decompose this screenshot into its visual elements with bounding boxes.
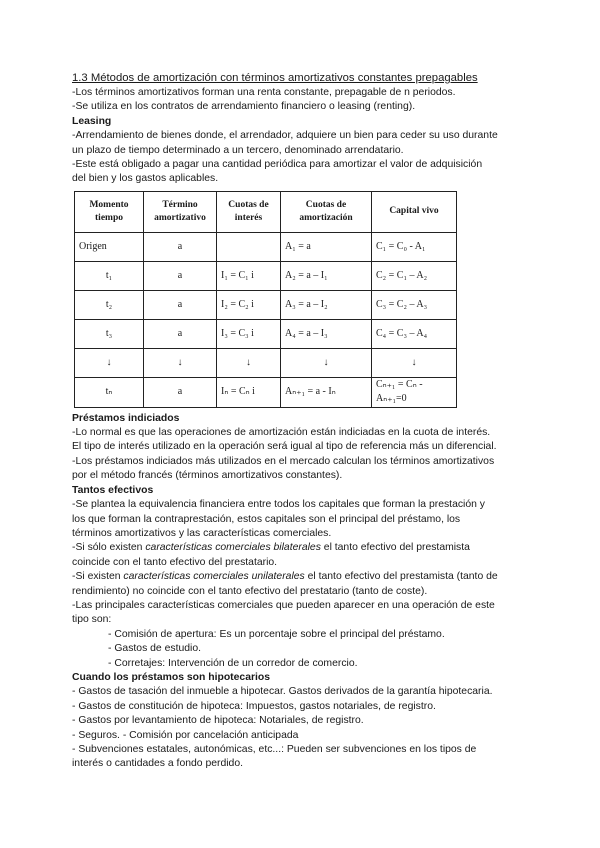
table-cell: A₃ = a – I₂	[281, 290, 372, 319]
leasing-heading: Leasing	[72, 115, 112, 127]
table-cell: C₁ = C₀ - A₁	[372, 232, 457, 261]
tantos-line: -Las principales características comerciales que pueden aparecer en una operación de este	[72, 599, 495, 611]
indiciados-line: -Lo normal es que las operaciones de amortización están indiciadas en la cuota de interés.	[72, 427, 491, 439]
table-cell: ↓	[144, 348, 217, 377]
leasing-line: del bien y los gastos aplicables.	[72, 173, 219, 185]
table-cell: t₂	[75, 290, 144, 319]
table-cell: C₄ = C₃ – A₄	[372, 319, 457, 348]
table-cell: I₃ = C₃ i	[217, 319, 281, 348]
table-cell: C₃ = C₂ – A₃	[372, 290, 457, 319]
indiciados-line: El tipo de interés utilizado en la operación será igual al tipo de referencia más un diferencial.	[72, 441, 497, 453]
table-row	[75, 232, 457, 261]
hipotecarios-line: - Subvenciones estatales, autonómicas, etc...: Pueden ser subvenciones en los tipos de	[72, 744, 477, 755]
list-item: - Comisión de apertura: Es un porcentaje sobre el principal del préstamo.	[108, 628, 445, 640]
hipotecarios-line: interés o cantidades a fondo perdido.	[72, 758, 243, 770]
document-page	[72, 71, 532, 772]
table-cell: I₁ = C₁ i	[217, 261, 281, 290]
table-row	[75, 290, 457, 319]
tantos-line: rendimiento) no coincide con el tanto efectivo del prestatario (tanto de coste).	[72, 585, 428, 597]
tantos-line: términos amortizativos y las características comerciales.	[72, 527, 332, 539]
table-cell: I₂ = C₂ i	[217, 290, 281, 319]
table-cell: Aₙ₊₁ = a - Iₙ	[281, 377, 372, 407]
intro-line: -Los términos amortizativos forman una renta constante, prepagable de n periodos.	[72, 87, 456, 98]
intro-line: -Se utiliza en los contratos de arrendamiento financiero o leasing (renting).	[72, 101, 416, 113]
table-row	[75, 261, 457, 290]
table-header: Término amortizativo	[144, 191, 217, 232]
table-cell: ↓	[75, 348, 144, 377]
table-cell: a	[144, 232, 217, 261]
table-cell: a	[144, 290, 217, 319]
table-cell: A₁ = a	[281, 232, 372, 261]
table-header: Capital vivo	[372, 191, 457, 232]
hipotecarios-line: - Gastos por levantamiento de hipoteca: Notariales, de registro.	[72, 715, 364, 727]
tantos-heading: Tantos efectivos	[72, 484, 154, 496]
tantos-line: -Se plantea la equivalencia financiera entre todos los capitales que forman la prestación y	[72, 499, 485, 511]
table-cell: A₂ = a – I₁	[281, 261, 372, 290]
table-cell: a	[144, 261, 217, 290]
table-cell: ↓	[281, 348, 372, 377]
table-cell: A₄ = a – I₃	[281, 319, 372, 348]
tantos-line: tipo son:	[72, 614, 112, 626]
table-cell: Cₙ₊₁ = Cₙ - Aₙ₊₁=0	[372, 377, 457, 407]
table-cell: Origen	[75, 232, 144, 261]
table-header-row	[75, 191, 457, 232]
amortization-table	[74, 191, 457, 408]
leasing-line: -Arrendamiento de bienes donde, el arrendador, adquiere un bien para ceder su uso durante	[72, 130, 498, 142]
hipotecarios-heading: Cuando los préstamos son hipotecarios	[72, 671, 271, 683]
list-item: - Corretajes: Intervención de un corredor de comercio.	[108, 657, 358, 669]
hipotecarios-line: - Gastos de constitución de hipoteca: Impuestos, gastos notariales, de registro.	[72, 700, 436, 712]
table-cell: t₃	[75, 319, 144, 348]
table-cell	[217, 232, 281, 261]
table-cell: t₁	[75, 261, 144, 290]
indiciados-heading: Préstamos indiciados	[72, 412, 180, 424]
list-item: - Gastos de estudio.	[108, 643, 201, 655]
table-row	[75, 348, 457, 377]
table-header: Momento tiempo	[75, 191, 144, 232]
table-cell: C₂ = C₁ – A₂	[372, 261, 457, 290]
tantos-line: los que forman la contraprestación, estos capitales son el principal del préstamo, los	[72, 513, 461, 525]
indiciados-line: -Los préstamos indiciados más utilizados en el mercado calculan los términos amortizativos	[72, 455, 495, 467]
table-cell: a	[144, 319, 217, 348]
leasing-line: un plazo de tiempo determinado a un tercero, denominado arrendatario.	[72, 144, 404, 156]
section-title: 1.3 Métodos de amortización con términos amortizativos constantes prepagables	[72, 72, 478, 84]
table-header: Cuotas de interés	[217, 191, 281, 232]
table-row	[75, 319, 457, 348]
leasing-line: -Este está obligado a pagar una cantidad periódica para amortizar el valor de adquisición	[72, 159, 483, 171]
indiciados-line: por el método francés (términos amortizativos constantes).	[72, 470, 343, 482]
table-header: Cuotas de amortización	[281, 191, 372, 232]
tantos-bilateral-line: -Si sólo existen características comerciales bilaterales el tanto efectivo del prestamista	[72, 542, 470, 554]
tantos-unilateral-line: -Si existen características comerciales unilaterales el tanto efectivo del prestamista (tanto de	[72, 571, 498, 583]
table-cell: ↓	[217, 348, 281, 377]
hipotecarios-line: - Seguros. - Comisión por cancelación anticipada	[72, 729, 299, 741]
table-cell: tₙ	[75, 377, 144, 407]
table-row	[75, 377, 457, 407]
tantos-line: coincide con el tanto efectivo del prestatario.	[72, 556, 278, 568]
table-cell: Iₙ = Cₙ i	[217, 377, 281, 407]
table-cell: ↓	[372, 348, 457, 377]
hipotecarios-line: - Gastos de tasación del inmueble a hipotecar. Gastos derivados de la garantía hipotecaria.	[72, 686, 493, 698]
table-cell: a	[144, 377, 217, 407]
